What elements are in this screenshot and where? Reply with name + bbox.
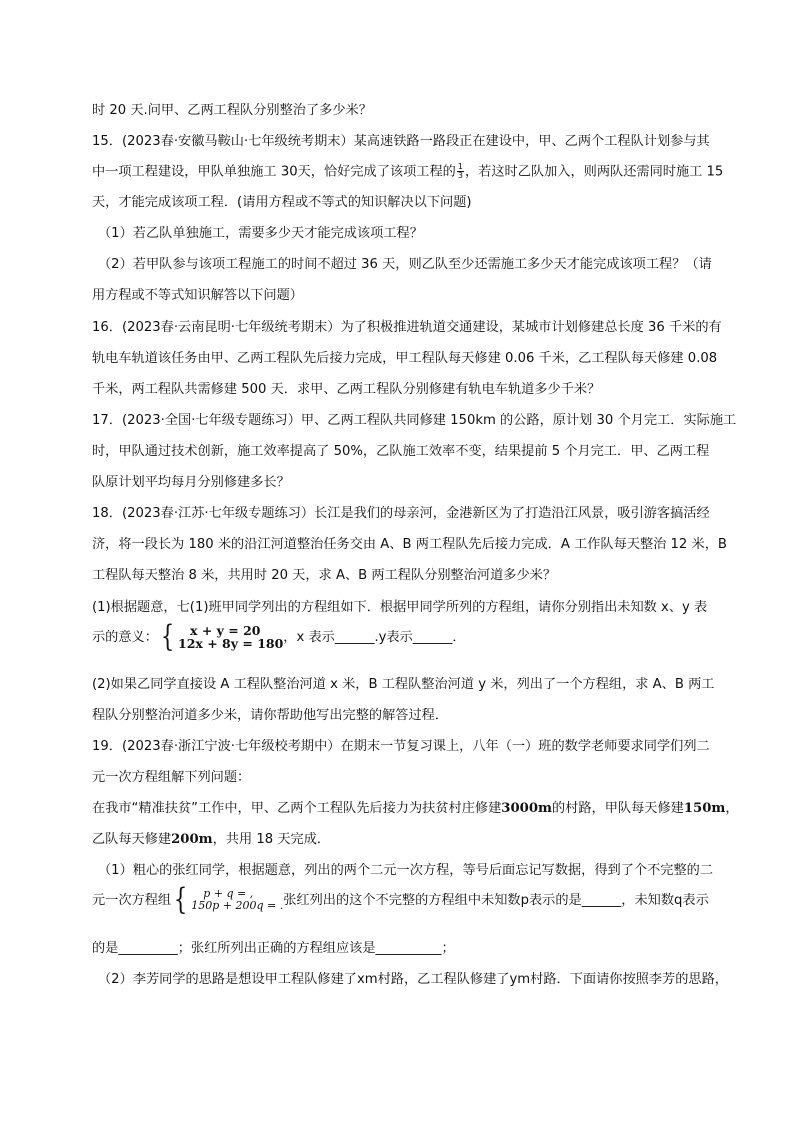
text-span: 中一项工程建设，甲队单独施工 30天，恰好完成了该项工程的 [92,164,456,180]
question-16-line-3: 千米，两工程队共需修建 500 天．求甲、乙两工程队分别修建有轨电车轨道多少千米？ [92,382,601,397]
question-15-part-2-line-1: （2）若甲队参与该项工程施工的时间不超过 36 天，则乙队至少还需施工多少天才能完成该项工程？（请 [98,257,712,272]
bold-value: 3000m [501,801,552,816]
text-span: ，若这时乙队加入，则两队还需同时施工 15 [464,164,724,180]
equation-2: 150p + 200q = . [191,899,284,912]
question-19-line-2: 元一次方程组解下列问题： [92,770,251,785]
text-span: ， [725,801,739,816]
question-18-part-1-line-1: (1)根据题意，七(1)班甲同学列出的方程组如下．根据甲同学所列的方程组，请你分别指出未知数 x、y 表 [92,600,708,615]
fraction-one-third [457,163,464,180]
equation-system [178,624,283,650]
bold-value: 150m [683,801,726,816]
text-line: 时 20 天.问甲、乙两工程队分别整治了多少米？ [92,103,372,118]
question-15-part-1: （1）若乙队单独施工，需要多少天才能完成该项工程？ [98,226,423,241]
text-span: 在我市“精准扶贫”工作中，甲、乙两个工程队先后接力为扶贫村庄修建 [92,801,502,816]
question-18-line-1: 18．(2023春·江苏·七年级专题练习）长江是我们的母亲河，金港新区为了打造沿江风景，吸引游客搞活经 [92,506,710,521]
question-18-part-1-line-2 [92,619,466,654]
bold-value: 200m [171,832,213,847]
question-19-part-1-line-3: 的是_________；张红所列出正确的方程组应该是__________； [92,941,455,956]
left-brace: { [160,619,175,654]
fraction-denominator: 3 [457,171,463,180]
equation-1: p + q = , [203,887,254,900]
question-19-line-4 [92,831,330,849]
question-15-line-3: 天，才能完成该项工程．(请用方程或不等式的知识解决以下问题) [92,195,472,210]
text-span: 乙队每天修建 [92,832,172,847]
question-18-part-2-line-1: (2)如果乙同学直接设 A 工程队整治河道 x 米，B 工程队整治河道 y 米，列出了一个方程组，求 A、B 两工 [92,677,715,692]
question-16-line-2: 轨电车轨道该任务由甲、乙两工程队先后接力完成，甲工程队每天修建 0.06 千米，乙工程队每天修建 0.08 [92,351,718,366]
equation-1: x + y = 20 [190,623,261,638]
text-span: 的村路，甲队每天修建 [551,801,684,816]
question-16-line-1: 16．(2023春·云南昆明·七年级统考期末）为了积极推进轨道交通建设，某城市计划修建总长度 36 千米的有 [92,320,722,335]
question-17-line-1: 17．(2023·全国·七年级专题练习）甲、乙两工程队共同修建 150km 的公路，原计划 30 个月完工．实际施工 [92,413,737,428]
question-18-line-3: 工程队每天整治 8 米，共用时 20 天，求 A、B 两工程队分别整治河道多少米？ [92,568,557,583]
text-span: 元一次方程组 [92,893,172,908]
question-19-line-1: 19．(2023春·浙江宁波·七年级校考期中）在期末一节复习课上，八年（一）班的数学老师要求同学们列二 [92,739,710,754]
question-17-line-3: 队原计划平均每月分别修建多长？ [92,475,290,490]
fraction-numerator: 1 [457,162,463,171]
question-19-part-2-line-1: （2）李芳同学的思路是想设甲工程队修建了xm村路，乙工程队修建了ym村路．下面请你按照李芳的思路， [98,972,728,987]
question-19-part-1-line-1: （1）粗心的张红同学，根据题意，列出的两个二元一次方程，等号后面忘记写数据，得到了个不完整的二 [98,863,714,878]
question-17-line-2: 时，甲队通过技术创新，施工效率提高了 50%，乙队施工效率不变，结果提前 5 个月完工．甲、乙两工程 [92,444,710,459]
question-18-part-2-line-2: 程队分别整治河道多少米，请你帮助他写出完整的解答过程． [92,708,449,723]
equation-2: 12x + 8y = 180 [178,636,284,651]
question-18-line-2: 济，将一段长为 180 米的沿江河道整治任务交由 A、B 两工程队先后接力完成．A 工作队每天整治 12 米，B [92,537,727,552]
text-span: 张红列出的这个不完整的方程组中未知数p表示的是______，未知数q表示 [283,893,709,908]
question-19-line-3 [92,800,739,818]
text-span: ，共用 18 天完成． [212,832,331,847]
equation-system [191,888,283,912]
question-15-line-1: 15．(2023春·安徽马鞍山·七年级统考期末）某高速铁路一路段正在建设中，甲、乙两个工程队计划参与其 [92,134,710,149]
text-span: ，x 表示______.y表示______． [283,630,466,645]
question-15-line-2 [92,163,723,182]
question-19-part-1-line-2 [92,882,709,917]
left-brace: { [173,882,188,917]
text-span: 示的意义： [92,630,158,645]
question-15-part-2-line-2: 用方程或不等式知识解答以下问题） [92,288,303,303]
